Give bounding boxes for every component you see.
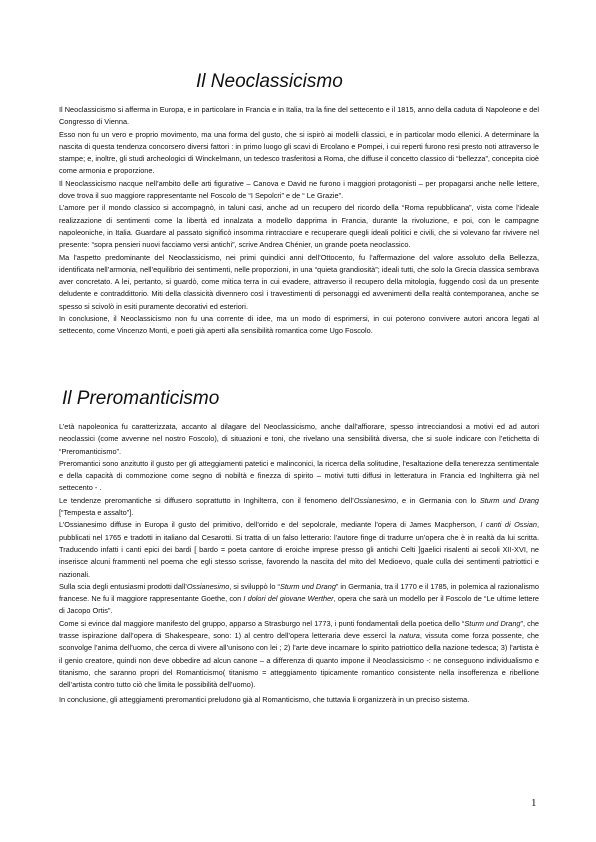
paragraph bbox=[59, 495, 539, 520]
paragraph bbox=[59, 618, 539, 692]
text-run: , si sviluppò lo “ bbox=[229, 581, 280, 591]
text-run: Le tendenze preromantiche si diffusero soprattutto in Inghilterra, con il fenomeno dell’ bbox=[59, 495, 354, 505]
paragraph: Preromantici sono anzitutto il gusto per gli atteggiamenti patetici e malinconici, la ricerca della solitudine, l’esaltazione della tenerezza sentimentale e della capacità di commozione come segno di nobiltà e finezza di spirito – motivi tutti diffusi in letteratura in Francia ed Inghilterra già nel settecento - . bbox=[59, 458, 539, 493]
text-run: Come si evince dal maggiore manifesto del gruppo, apparso a Strasburgo nel 1773, i punti fondamentali della poetica dello “ bbox=[59, 618, 465, 628]
paragraph bbox=[59, 581, 539, 618]
paragraph: Esso non fu un vero e proprio movimento, ma una forma del gusto, che si ispirò ai modelli classici, e in particolar modo ellenici. A determinare la nascita di questa tendenza concorsero diversi fattori : in primo luogo gli scavi di Ercolano e Pompei, i cui reperti furono resi presto noti attraverso le stampe; e, inoltre, gli studi archeologici di Winckelmann, un tedesco trasferitosi a Roma, che diffuse il concetto classico di “bellezza”, concepita cioè come armonia e proporzione. bbox=[59, 129, 539, 176]
italic-term: Ossianesimo bbox=[353, 495, 397, 505]
italic-term: natura bbox=[398, 631, 420, 641]
text-run: , pubblicati nel 1765 e tradotti in italiano dal Cesarotti. Si tratta di un falso letterario: l’autore finge di tradurre un’opera che è in realtà da lui scritta. Traducendo infatti i canti epici dei bardi [ bardo = poeta cantore di eroiche imprese presso gli antichi Celti ]gaelici risalenti ai secoli XII-XVI, ne inserisce alcuni frammenti nel poema che egli stesso scrisse, favorendo la nascita del mito del Medioevo, quale culla dei sentimenti patriottici e nazionali. bbox=[59, 520, 539, 579]
section-title-preromanticismo: Il Preromanticismo bbox=[62, 388, 220, 409]
paragraph: In conclusione, il Neoclassicismo non fu una corrente di idee, ma un modo di esprimersi, in cui poterono convivere autori ancora legati al settecento, come Vincenzo Monti, e poeti già aperti alla sensibilità romantica come Ugo Foscolo. bbox=[59, 314, 539, 336]
section-preromanticismo bbox=[59, 421, 539, 706]
paragraph: In conclusione, gli atteggiamenti preromantici preludono già al Romanticismo, che tuttavia li organizzerà in un preciso sistema. bbox=[59, 694, 470, 704]
paragraph: L’età napoleonica fu caratterizzata, accanto al dilagare del Neoclassicismo, anche dall’affiorare, spesso intrecciandosi a motivi ed ad autori neoclassici (come avvenne nel nostro Foscolo), di situazioni e toni, che rivelano una sensibilità diversa, che si suole indicare con l’etichetta di “Preromanticismo”. bbox=[59, 422, 539, 456]
italic-term: Ossianesimo bbox=[186, 581, 230, 591]
text-run: , opera che sarà un modello per il Foscolo de “Le ultime lettere di Jacopo Ortis”. bbox=[59, 594, 539, 616]
text-run: L’Ossianesimo diffuse in Europa il gusto del primitivo, dell’orrido e del sepolcrale, mediante l’opera di James Macpherson, bbox=[59, 520, 481, 530]
text-run: , vissuta come forza possente, che sconvolge l’anima dell’uomo, che cerca di vivere all’unisono con lei ; 2) l’arte deve incarnare lo spirito patriottico della nazione tedesca; 3) l’artista è il genio creatore, quindi non deve obbedire ad alcun canone – a differenza di quanto impone il Neoclassicismo -: ne conseguono individualismo e titanismo, che saranno propri del Romanticismo( titanismo = atteggiamento tipicamente romantico consistente nella insofferenza e ribellione dell’artista contro tutto ciò che limita le possibilità dell’uomo). bbox=[59, 631, 539, 690]
italic-term: Sturm und Drang bbox=[464, 618, 521, 628]
text-run: [“Tempesta e assalto”]. bbox=[59, 508, 134, 518]
section-neoclassicismo bbox=[59, 104, 539, 338]
paragraph: L’amore per il mondo classico si accompagnò, in taluni casi, anche ad un recupero del ricordo della “Roma repubblicana”, vista come l’ideale realizzazione di sentimenti come la libertà ed innalzata a modello dapprima in Francia, durante la rivoluzione, e poi, con le campagne napoleoniche, in Italia. Guardare al passato significò insomma rintracciare e recuperare quegli ideali politici e civili, che si volevano far rivivere nel presente: “sopra pensieri nuovi facciamo versi antichi”, scrive Andrea Chénier, un grande poeta neoclassico. bbox=[59, 203, 539, 250]
paragraph: Il Neoclassicismo nacque nell’ambito delle arti figurative – Canova e David ne furono i maggiori protagonisti – per propagarsi anche nelle lettere, dove trova il suo maggiore rappresentante nel Foscolo de “I Sepolcri” e de “ Le Grazie”. bbox=[59, 178, 539, 201]
italic-term: I canti di Ossian bbox=[480, 520, 537, 530]
text-run: , e in Germania con lo bbox=[396, 495, 480, 505]
text-run: ” in Germania, tra il 1770 e il 1785, in polemica al razionalismo francese. Ne fu il maggiore rappresentante Goethe, con bbox=[59, 581, 539, 604]
text-run: ”, che trasse ispirazione dall’opera di Shakespeare, sono: 1) al centro dell’opera letteraria deve essercì la bbox=[59, 618, 539, 641]
page-number: 1 bbox=[531, 797, 537, 809]
paragraph bbox=[59, 519, 539, 580]
paragraph: Il Neoclassicismo si afferma in Europa, e in particolare in Francia e in Italia, tra la fine del settecento e il 1815, anno della caduta di Napoleone e del Congresso di Vienna. bbox=[59, 105, 539, 127]
text-run: Sulla scia degli entusiasmi prodotti dall’ bbox=[59, 581, 187, 591]
italic-term: I dolori del giovane Werther bbox=[243, 594, 334, 604]
paragraph: Ma l’aspetto predominante del Neoclassicismo, nei primi quindici anni dell’Ottocento, fu l’affermazione del valore assoluto della Bellezza, identificata nell’armonia, nell’equilibrio dei sentimenti, nelle proporzioni, in una “quieta grandiosità”; ideali tutti, che solo la Grecia classica sembrava aver concretato. A lei, pertanto, si guardò, come mitica terra in cui evadere, attraverso il recupero della mitologia, fuggendo così da un presente deludente e contraddittorio. Miti della classicità divennero così i travestimenti di personaggi ed avvenimenti della realtà contemporanea, anche se spesso si scivolò in esiti puramente decorativi ed esteriori. bbox=[59, 252, 539, 311]
section-title-neoclassicismo: Il Neoclassicismo bbox=[196, 71, 343, 92]
italic-term: Sturm und Drang bbox=[279, 581, 336, 591]
italic-term: Sturm und Drang bbox=[479, 495, 539, 505]
